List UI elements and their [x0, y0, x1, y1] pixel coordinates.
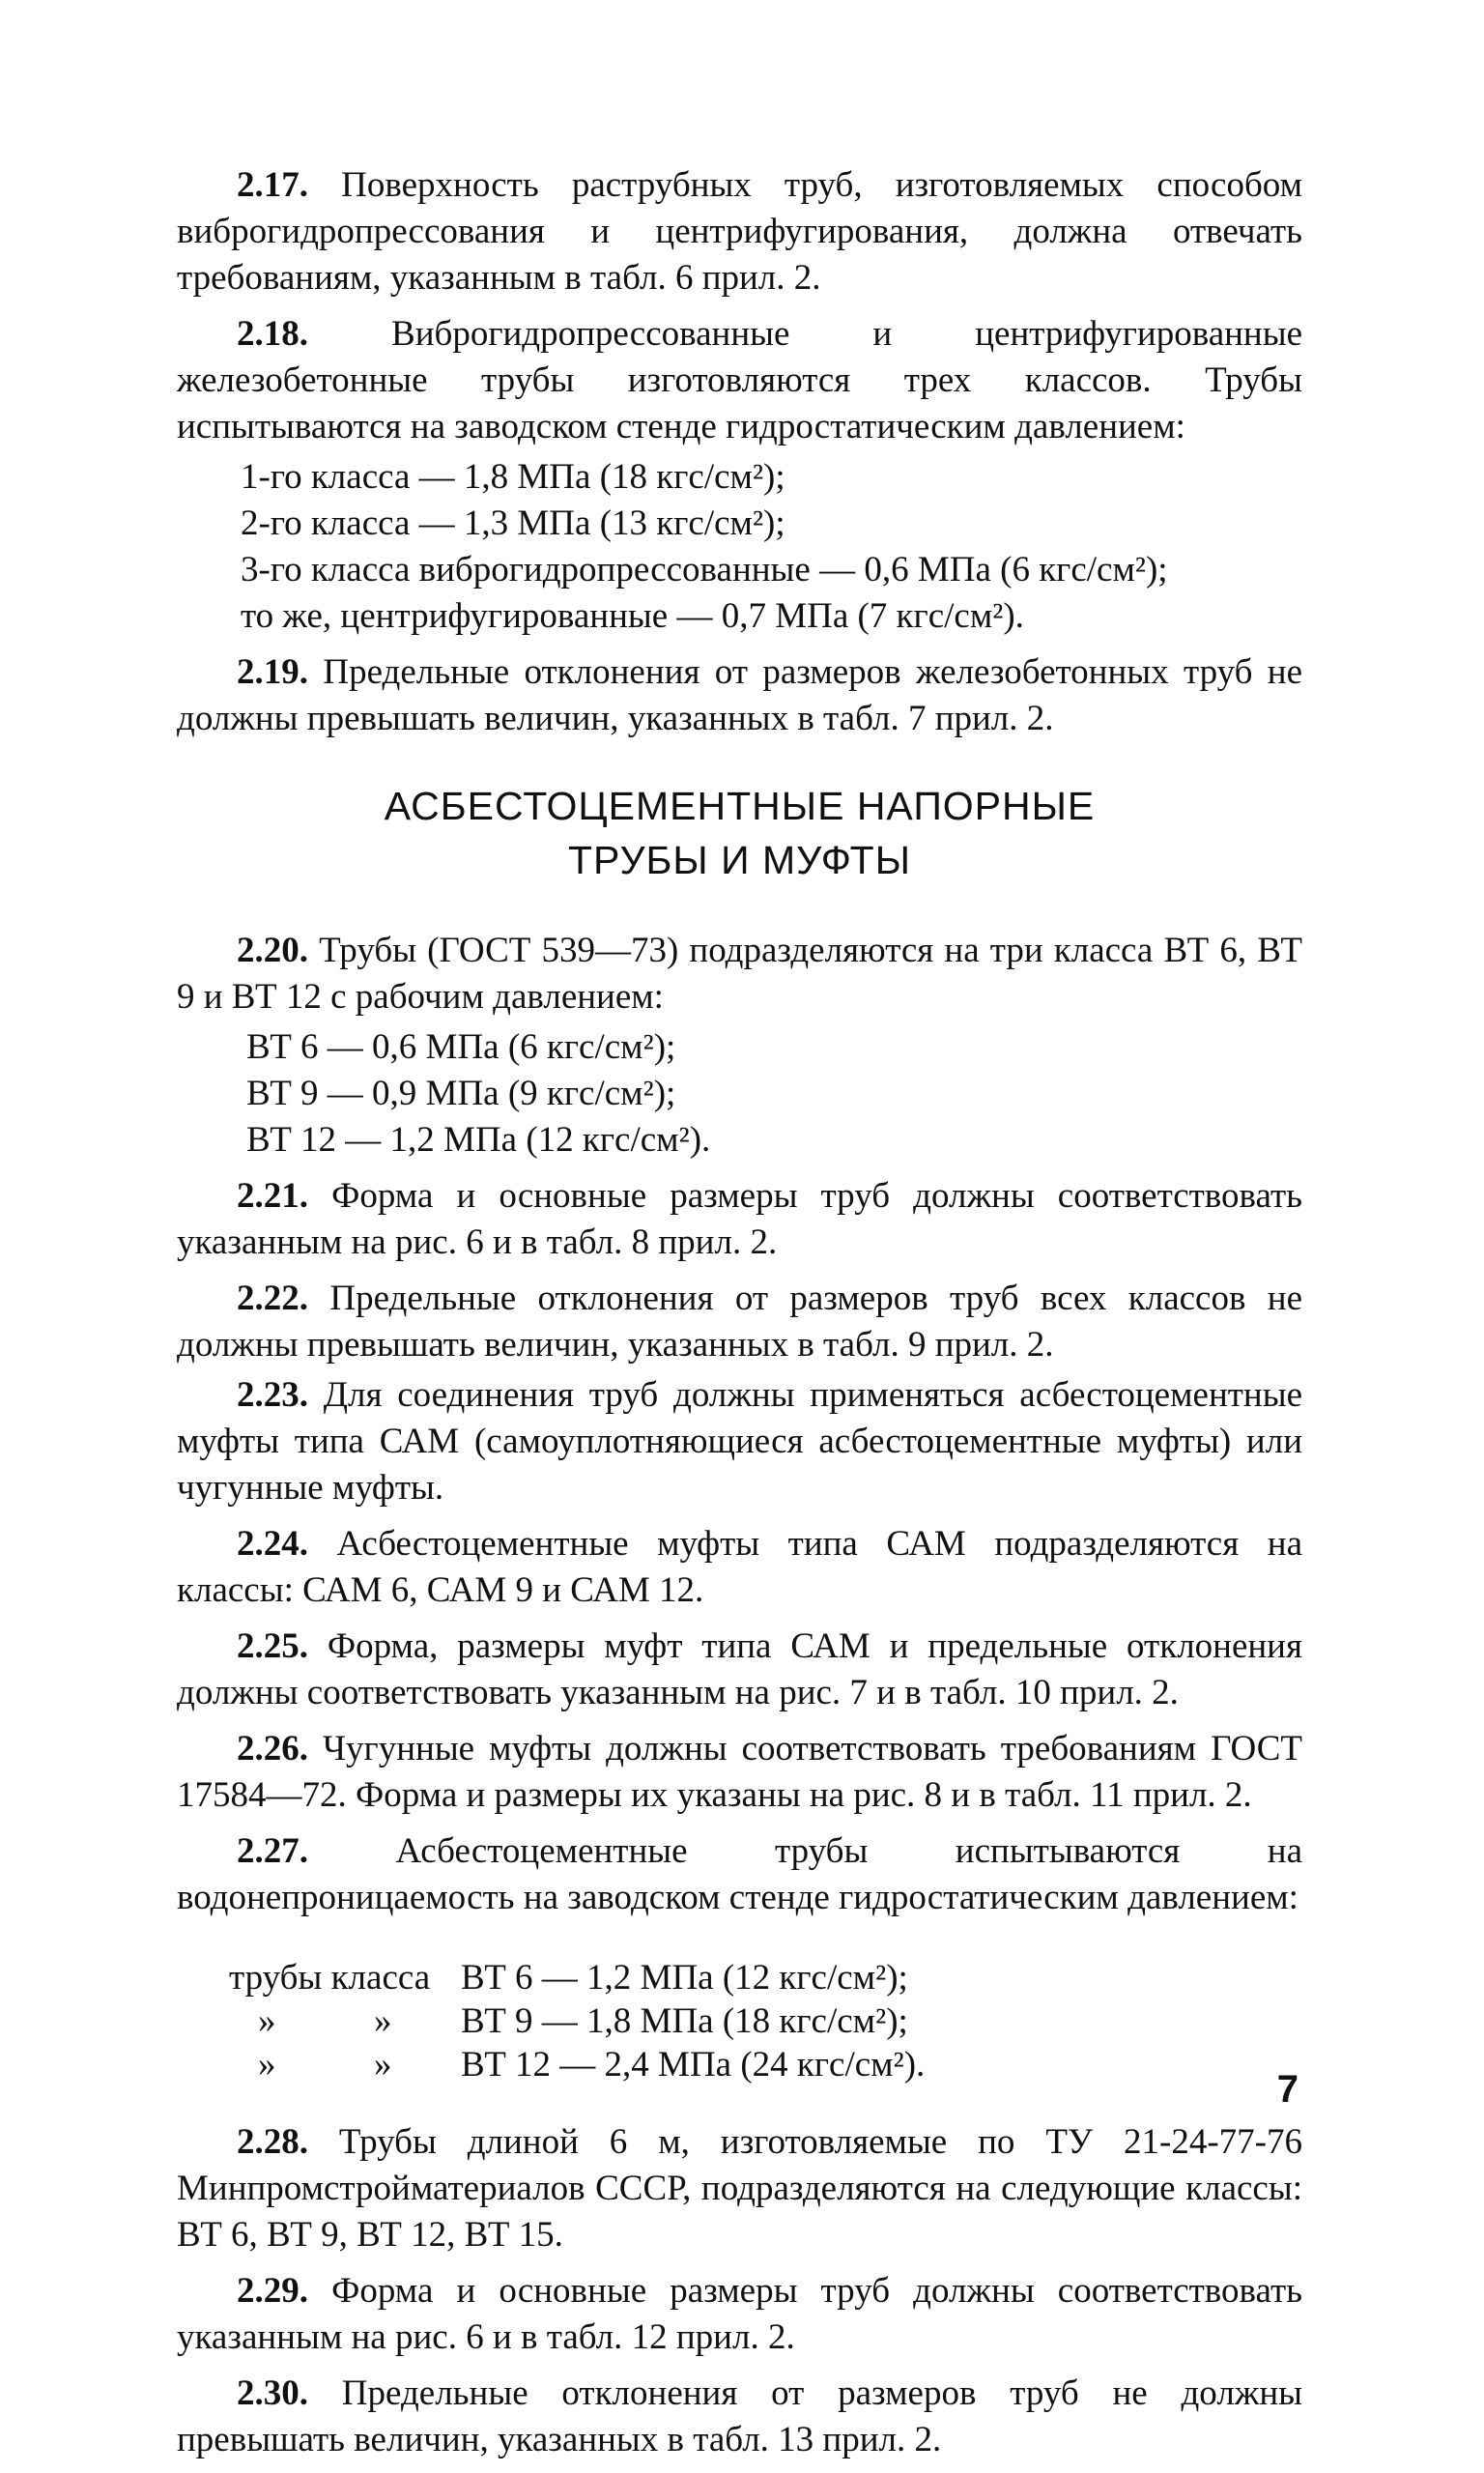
paragraph-text: Поверхность раструбных труб, изготовляемых способом виброгидропрессования и центрифугирования, должна отвечать требованиям, указанным в табл. 6 прил. 2.: [177, 165, 1302, 298]
paragraph-number: 2.21.: [237, 1176, 308, 1216]
paragraph-number: 2.28.: [237, 2122, 308, 2162]
ditto-mark: »: [374, 2045, 392, 2085]
working-pressure-list: [177, 1024, 1302, 1164]
paragraph-number: 2.27.: [237, 1831, 308, 1871]
paragraph-2-22: [177, 1276, 1302, 1368]
list-item: ВТ 12 — 1,2 МПа (12 кгс/см²).: [246, 1120, 711, 1160]
paragraph-text: Предельные отклонения от размеров труб не должны превышать величин, указанных в табл. 13 прил. 2.: [177, 2373, 1303, 2459]
paragraph-text: Форма и основные размеры труб должны соответствовать указанным на рис. 6 и в табл. 8 прил. 2.: [177, 1176, 1302, 1262]
paragraph-number: 2.19.: [237, 652, 308, 692]
list-item: ВТ 6 — 0,6 МПа (6 кгс/см²);: [246, 1027, 676, 1067]
paragraph-2-23: [177, 1372, 1302, 1511]
list-item: 2-го класса — 1,3 МПа (13 кгс/см²);: [241, 503, 785, 543]
paragraph-number: 2.17.: [237, 165, 308, 205]
pressure-class-list: [177, 454, 1302, 640]
paragraph-text: Форма и основные размеры труб должны соответствовать указанным на рис. 6 и в табл. 12 прил. 2.: [177, 2271, 1302, 2357]
paragraph-text: Форма, размеры муфт типа САМ и предельные отклонения должны соответствовать указанным на рис. 7 и в табл. 10 прил. 2.: [177, 1626, 1303, 1712]
paragraph-number: 2.18.: [237, 314, 308, 354]
test-pressure-row: [177, 1999, 1302, 2043]
paragraph-2-17: [177, 162, 1302, 302]
paragraph-2-28: [177, 2119, 1302, 2258]
list-item: 1-го класса — 1,8 МПа (18 кгс/см²);: [241, 457, 785, 497]
paragraph-2-27: [177, 1828, 1302, 1921]
paragraph-2-29: [177, 2268, 1302, 2361]
paragraph-text: Асбестоцементные трубы испытываются на водонепроницаемость на заводском стенде гидростатическим давлением:: [177, 1831, 1303, 1917]
list-item: 3-го класса виброгидропрессованные — 0,6 МПа (6 кгс/см²);: [241, 550, 1168, 589]
section-heading: [177, 779, 1302, 887]
paragraph-number: 2.20.: [237, 931, 308, 970]
row-value: ВТ 9 — 1,8 МПа (18 кгс/см²);: [461, 2001, 908, 2041]
paragraph-2-30: [177, 2371, 1302, 2463]
row-value: ВТ 6 — 1,2 МПа (12 кгс/см²);: [461, 1958, 908, 1998]
paragraph-2-26: [177, 1726, 1302, 1819]
paragraph-number: 2.24.: [237, 1524, 308, 1564]
paragraph-number: 2.30.: [237, 2373, 308, 2413]
list-item: то же, центрифугированные — 0,7 МПа (7 кгс/см²).: [241, 596, 1024, 636]
paragraph-text: Для соединения труб должны применяться асбестоцементные муфты типа САМ (самоуплотняющиеся асбестоцементные муфты) или чугунные муфты.: [177, 1375, 1302, 1508]
paragraph-2-21: [177, 1173, 1302, 1266]
ditto-mark: »: [258, 2001, 276, 2041]
section-heading-line-1: АСБЕСТОЦЕМЕНТНЫЕ НАПОРНЫЕ: [384, 784, 1096, 828]
section-heading-line-2: ТРУБЫ И МУФТЫ: [567, 838, 912, 882]
row-value: ВТ 12 — 2,4 МПа (24 кгс/см²).: [461, 2045, 926, 2085]
ditto-mark: »: [258, 2045, 276, 2085]
paragraph-2-20: [177, 928, 1302, 1021]
test-pressure-row: [177, 1956, 1302, 1999]
paragraph-2-19: [177, 649, 1302, 742]
ditto-mark: »: [374, 2001, 392, 2041]
paragraph-number: 2.25.: [237, 1626, 308, 1666]
test-pressure-list: [177, 1956, 1302, 2086]
row-label: трубы класса: [229, 1958, 431, 1998]
test-pressure-row: [177, 2043, 1302, 2086]
page-content: [177, 162, 1302, 2473]
paragraph-text: Трубы длиной 6 м, изготовляемые по ТУ 21-24-77-76 Минпромстройматериалов СССР, подразделяются на следующие классы: ВТ 6, ВТ 9, ВТ 12, ВТ 15.: [177, 2122, 1302, 2255]
page-number: 7: [1276, 2068, 1298, 2111]
paragraph-text: Асбестоцементные муфты типа САМ подразделяются на классы: САМ 6, САМ 9 и САМ 12.: [177, 1524, 1302, 1610]
paragraph-number: 2.29.: [237, 2271, 308, 2311]
paragraph-text: Виброгидропрессованные и центрифугированные железобетонные трубы изготовляются трех классов. Трубы испытываются на заводском стенде гидростатическим давлением:: [177, 314, 1302, 446]
paragraph-number: 2.23.: [237, 1375, 308, 1415]
paragraph-2-18: [177, 311, 1302, 450]
paragraph-text: Чугунные муфты должны соответствовать требованиям ГОСТ 17584—72. Форма и размеры их указаны на рис. 8 и в табл. 11 прил. 2.: [177, 1729, 1303, 1815]
paragraph-number: 2.22.: [237, 1279, 308, 1318]
paragraph-text: Предельные отклонения от размеров труб всех классов не должны превышать величин, указанных в табл. 9 прил. 2.: [177, 1279, 1303, 1365]
paragraph-2-25: [177, 1624, 1302, 1716]
paragraph-number: 2.26.: [237, 1729, 308, 1768]
paragraph-2-24: [177, 1521, 1302, 1614]
list-item: ВТ 9 — 0,9 МПа (9 кгс/см²);: [246, 1074, 676, 1113]
paragraph-text: Предельные отклонения от размеров железобетонных труб не должны превышать величин, указанных в табл. 7 прил. 2.: [177, 652, 1303, 738]
paragraph-text: Трубы (ГОСТ 539—73) подразделяются на три класса ВТ 6, ВТ 9 и ВТ 12 с рабочим давлением:: [177, 931, 1302, 1017]
